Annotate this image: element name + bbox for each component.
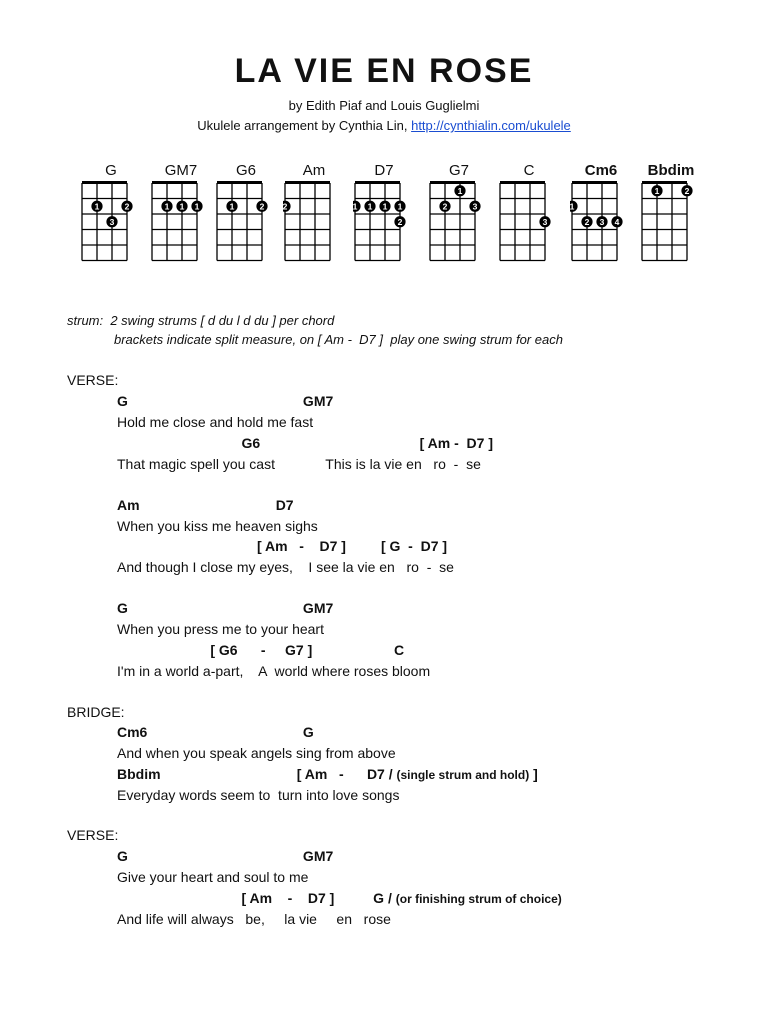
fretboard-grid	[283, 180, 345, 264]
fretboard-grid	[570, 180, 632, 264]
chord-name: G	[105, 162, 117, 179]
finger-number: 1	[194, 201, 200, 212]
arrangement-credit	[0, 118, 768, 133]
lyric-line: And when you speak angels sing from above	[117, 745, 396, 761]
verse-label: VERSE:	[67, 372, 119, 388]
finger-number: 3	[599, 216, 605, 227]
bridge-label: BRIDGE:	[67, 704, 125, 720]
finger-number: 3	[472, 201, 478, 212]
lyric-line: I'm in a world a-part, A world where roses bloom	[117, 663, 431, 679]
chord-row: G6 [ Am - D7 ]	[117, 435, 493, 451]
finger-number: 1	[164, 201, 170, 212]
chord-name: D7	[374, 162, 394, 179]
fretboard-grid	[353, 180, 415, 264]
chord-row: G GM7	[117, 848, 334, 864]
finger-number: 2	[442, 201, 448, 212]
lyric-line: Give your heart and soul to me	[117, 869, 309, 885]
verse-label: VERSE:	[67, 827, 119, 843]
finger-number: 1	[570, 201, 575, 212]
chord-row: G GM7	[117, 600, 334, 616]
chord-name: GM7	[164, 162, 198, 179]
chord-row: [ G6 - G7 ] C	[117, 642, 405, 658]
strum-note: (single strum and hold)	[396, 768, 530, 782]
chord-chart-g7	[428, 160, 490, 264]
chord-chart-c	[498, 160, 560, 264]
lyric-line: Everyday words seem to turn into love songs	[117, 787, 400, 803]
chord-text: [ Am - D7 ] G /	[117, 890, 396, 906]
fretboard-grid	[640, 180, 702, 264]
finger-number: 1	[229, 201, 235, 212]
strum-note: (or finishing strum of choice)	[395, 892, 562, 906]
chord-row	[117, 890, 562, 906]
lyric-line: When you press me to your heart	[117, 621, 324, 637]
finger-number: 2	[283, 201, 288, 212]
finger-number: 1	[457, 185, 463, 196]
chord-name: Cm6	[584, 162, 618, 179]
chord-name: G7	[448, 162, 469, 179]
lyric-line: Hold me close and hold me fast	[117, 414, 314, 430]
chord-chart-g6	[215, 160, 277, 264]
chord-text: Bbdim [ Am - D7 /	[117, 766, 397, 782]
finger-number: 1	[367, 201, 373, 212]
fretboard-grid	[80, 180, 142, 264]
finger-number: 3	[542, 216, 548, 227]
finger-number: 1	[179, 201, 185, 212]
chord-chart-gm7	[150, 160, 212, 264]
finger-number: 2	[584, 216, 590, 227]
finger-number: 2	[259, 201, 265, 212]
chord-chart-d7	[353, 160, 415, 264]
finger-number: 3	[109, 216, 115, 227]
fretboard-grid	[215, 180, 277, 264]
chord-row: G GM7	[117, 393, 334, 409]
chord-row: Am D7	[117, 497, 294, 513]
chord-chart-g	[80, 160, 142, 264]
finger-number: 2	[684, 185, 690, 196]
finger-number: 1	[94, 201, 100, 212]
song-credit: by Edith Piaf and Louis Guglielmi	[288, 98, 480, 113]
chord-name: Am	[302, 162, 326, 179]
chord-chart-bbdim	[640, 160, 702, 264]
lyric-line: That magic spell you cast This is la vie en ro - se	[117, 456, 481, 472]
lyric-line: When you kiss me heaven sighs	[117, 518, 318, 534]
song-title: LA VIE EN ROSE	[234, 52, 534, 90]
chord-name: G6	[235, 162, 256, 179]
chord-bracket: ]	[529, 766, 538, 782]
finger-number: 1	[654, 185, 660, 196]
finger-number: 1	[353, 201, 358, 212]
arrangement-link[interactable]: http://cynthialin.com/ukulele	[411, 118, 571, 133]
fretboard-grid	[428, 180, 490, 264]
chord-row	[117, 766, 538, 782]
arrangement-text: Ukulele arrangement by Cynthia Lin,	[197, 118, 412, 133]
chord-row: [ Am - D7 ] [ G - D7 ]	[117, 538, 448, 554]
lyric-line: And though I close my eyes, I see la vie en ro - se	[117, 559, 454, 575]
finger-number: 1	[382, 201, 388, 212]
bracket-instruction: brackets indicate split measure, on [ Am - D7 ] play one swing strum for each	[114, 332, 563, 347]
chord-name: Bbdim	[647, 162, 695, 179]
finger-number: 2	[397, 216, 403, 227]
strum-instruction: strum: 2 swing strums [ d du l d du ] per chord	[67, 313, 335, 328]
fretboard-grid	[498, 180, 560, 264]
chord-chart-am	[283, 160, 345, 264]
chord-row: Cm6 G	[117, 724, 314, 740]
chord-name: C	[523, 162, 535, 179]
chord-chart-cm6	[570, 160, 632, 264]
finger-number: 4	[614, 216, 620, 227]
finger-number: 2	[124, 201, 130, 212]
fretboard-grid	[150, 180, 212, 264]
finger-number: 1	[397, 201, 403, 212]
lyric-line: And life will always be, la vie en rose	[117, 911, 391, 927]
